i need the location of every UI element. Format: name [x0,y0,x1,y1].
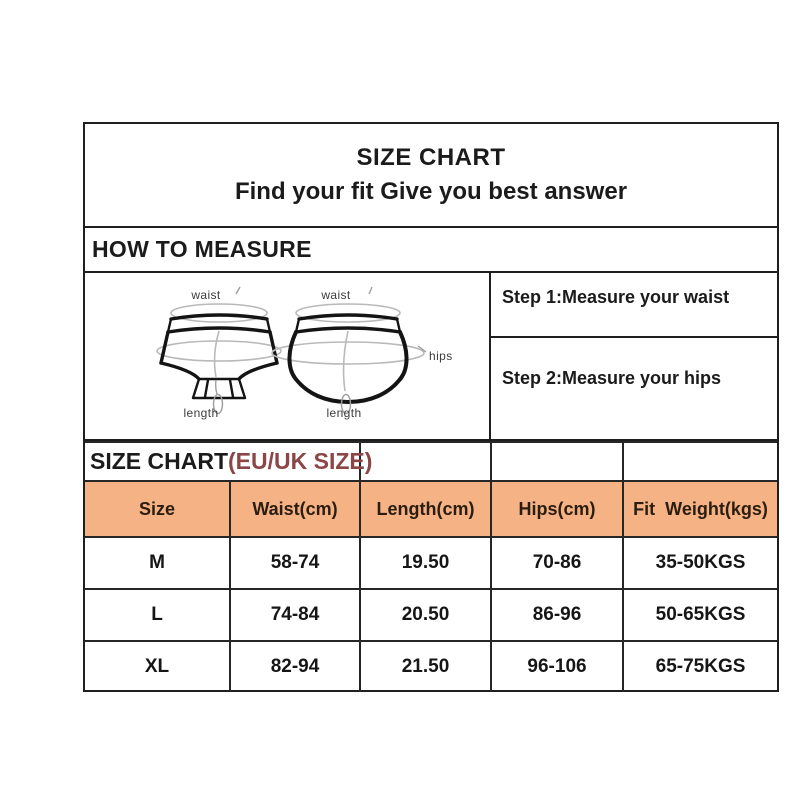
cell-waist: 58-74 [230,537,360,589]
heading-row-spacer [360,442,491,481]
cell-length: 19.50 [360,537,491,589]
cell-size: XL [85,641,230,692]
table-row [85,537,777,589]
measure-section [85,273,777,441]
heading-row-spacer [491,442,623,481]
back-length-label: length [326,406,362,420]
step-2-text: Step 2:Measure your hips [502,368,722,388]
column-header-weight: Fit Weight(kgs) [623,481,777,537]
panty-illustrations [85,273,489,439]
table-row [85,589,777,641]
column-header-hips: Hips(cm) [491,481,623,537]
cell-hips: 86-96 [491,589,623,641]
measure-steps [489,273,777,439]
size-chart-heading [85,442,373,481]
table-row [85,641,777,692]
table-header-row [85,481,777,537]
column-header-length: Length(cm) [360,481,491,537]
cell-length: 21.50 [360,641,491,692]
cell-hips: 96-106 [491,641,623,692]
content-frame [83,122,779,692]
subtitle: Find your fit Give you best answer [234,178,628,205]
back-waist-label: waist [321,288,351,302]
cell-size: L [85,589,230,641]
front-length-label: length [183,406,219,420]
step-1-text: Step 1:Measure your waist [491,273,777,338]
front-panty-illustration [157,287,281,420]
size-chart-heading-black: SIZE CHART [90,448,228,474]
how-to-measure-section [85,228,777,273]
size-chart-heading-red: (EU/UK SIZE) [228,448,373,474]
cell-weight: 50-65KGS [623,589,777,641]
how-to-measure-heading: HOW TO MEASURE [92,236,312,262]
back-panty-illustration [272,287,453,420]
cell-hips: 70-86 [491,537,623,589]
cell-waist: 74-84 [230,589,360,641]
title-section [85,124,777,228]
column-header-size: Size [85,481,230,537]
cell-weight: 35-50KGS [623,537,777,589]
size-table [85,441,777,692]
cell-waist: 82-94 [230,641,360,692]
column-header-waist: Waist(cm) [230,481,360,537]
size-chart-heading-row [85,442,777,481]
cell-size: M [85,537,230,589]
cell-length: 20.50 [360,589,491,641]
main-title: SIZE CHART [356,144,506,171]
back-hips-label: hips [429,349,453,363]
front-waist-label: waist [191,288,221,302]
heading-row-spacer [623,442,777,481]
cell-weight: 65-75KGS [623,641,777,692]
measure-diagram [85,273,489,439]
